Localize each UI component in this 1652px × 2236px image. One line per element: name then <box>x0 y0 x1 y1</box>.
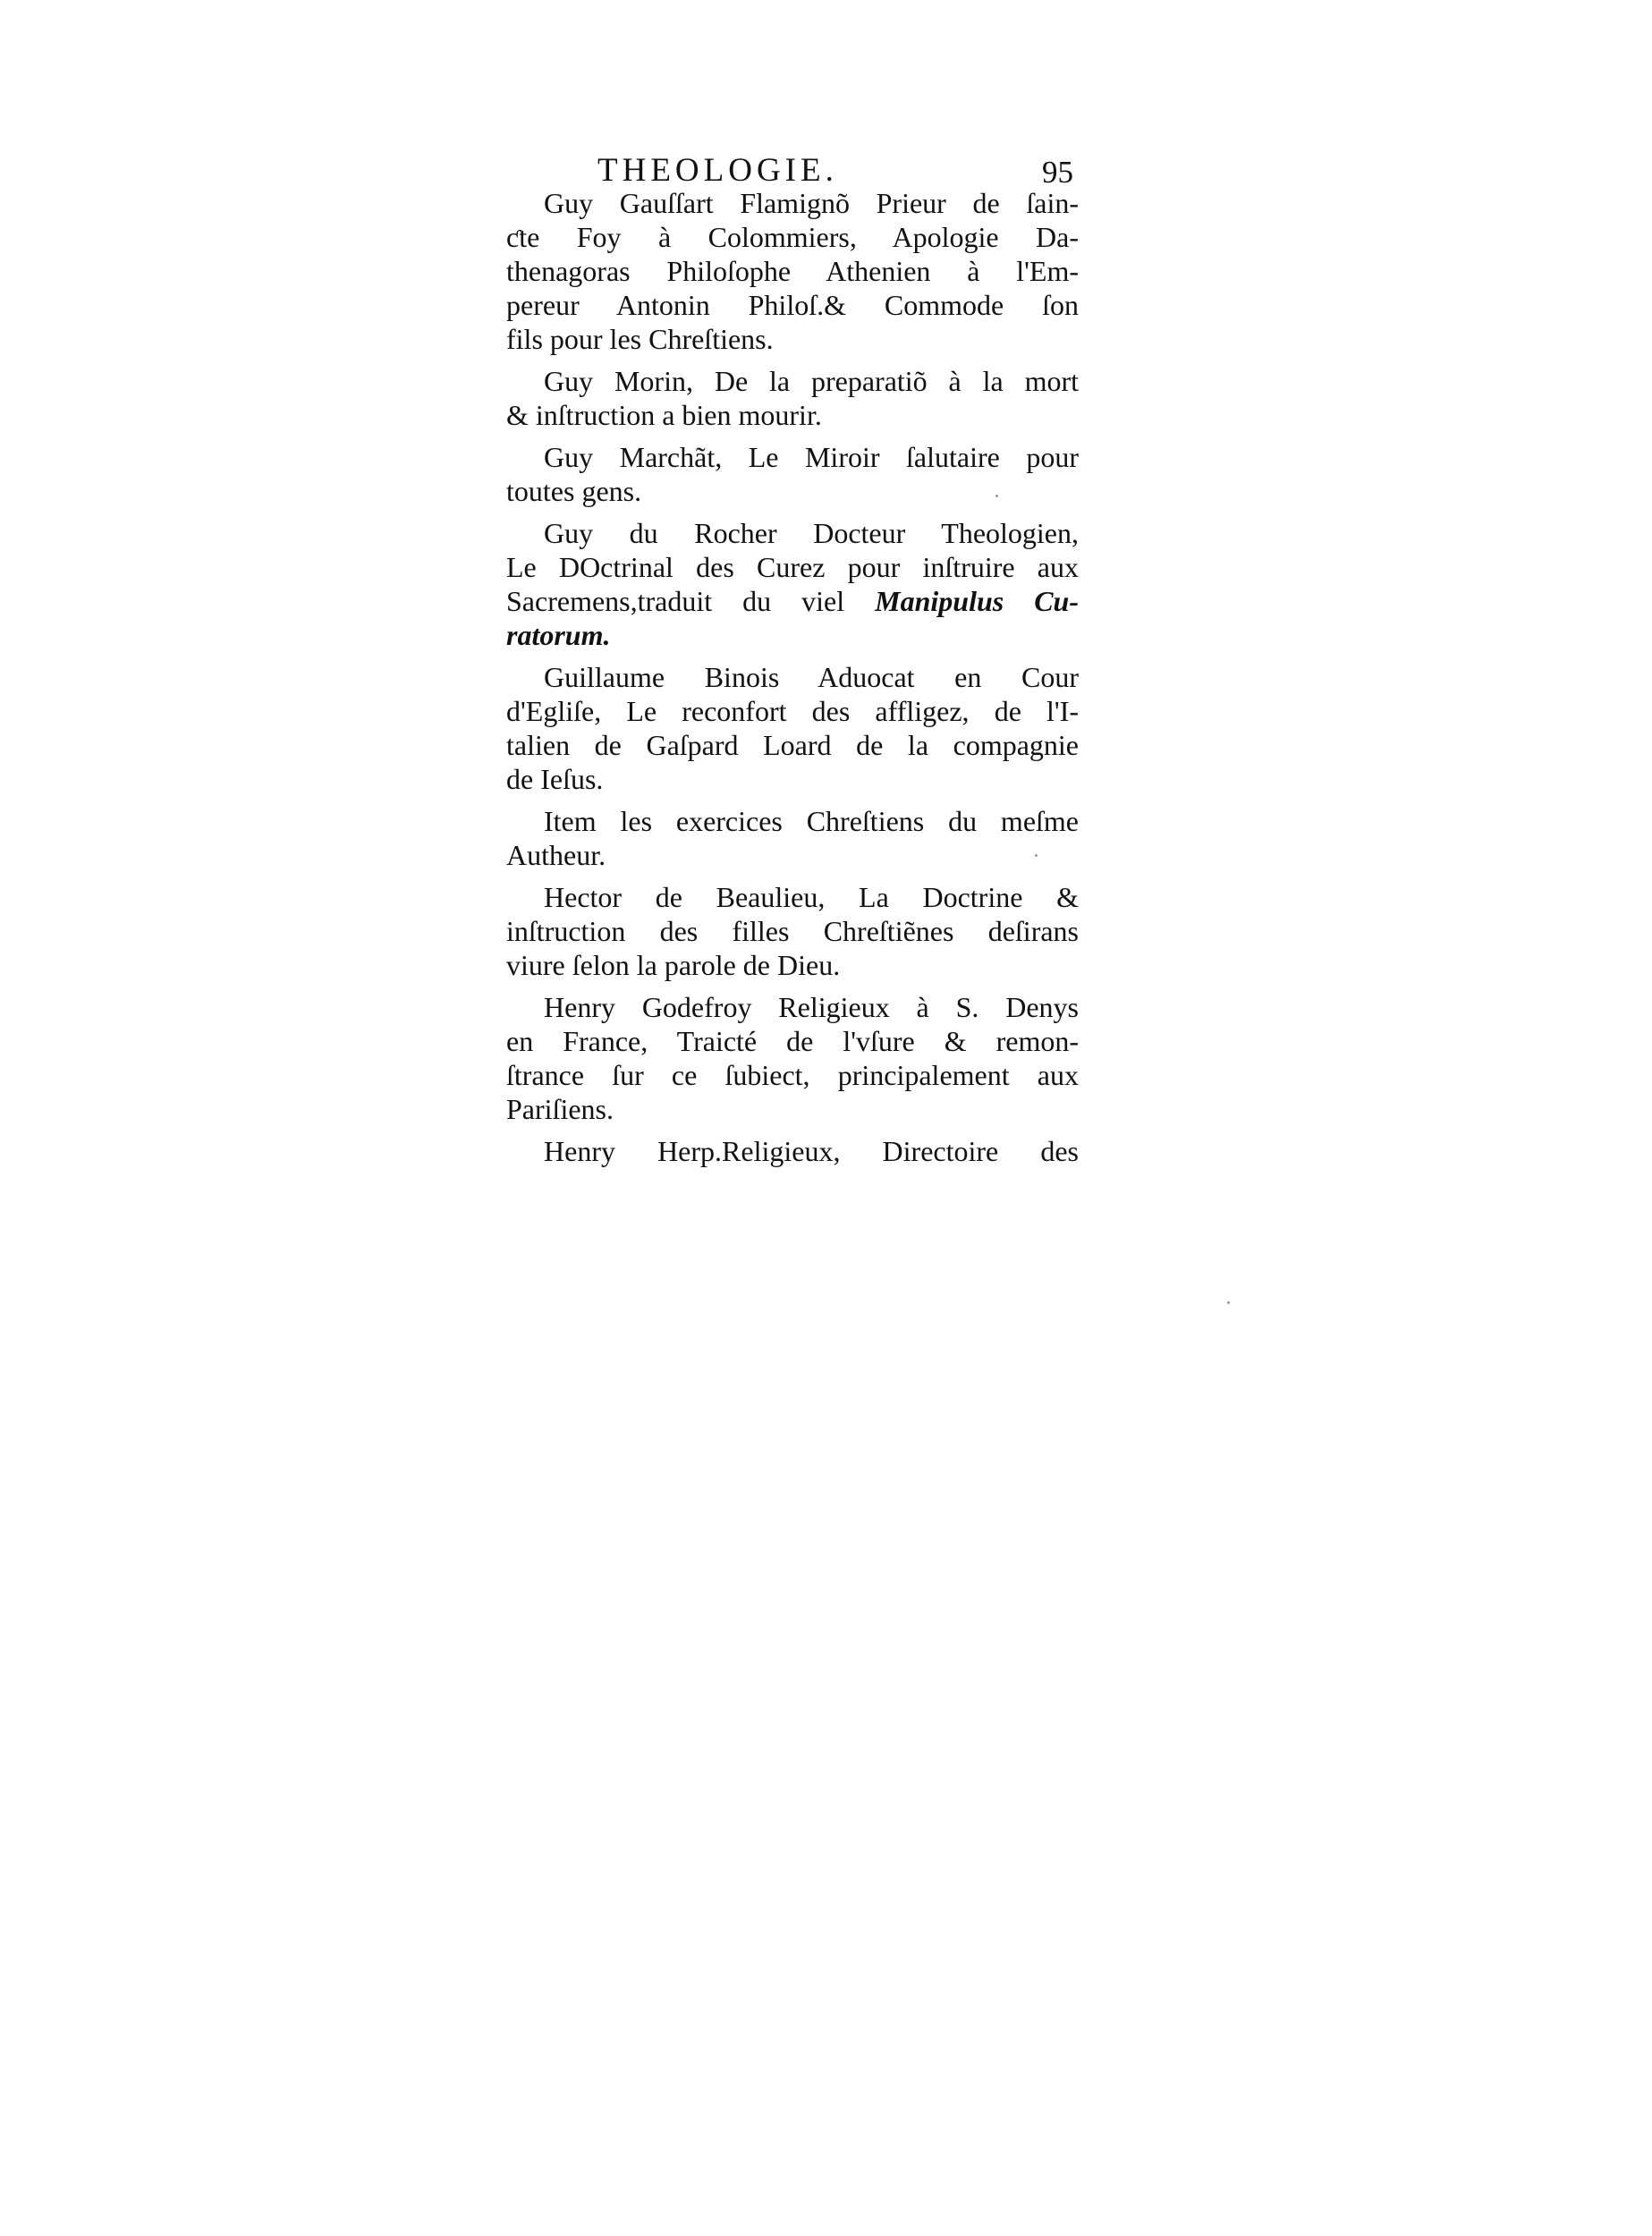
scan-speck <box>1035 854 1038 857</box>
entry-line: Autheur. <box>506 839 606 871</box>
entry-line: ratorum. <box>506 619 611 651</box>
entry-line: Henry Godefroy Religieux à S. Denys <box>544 991 1079 1023</box>
entry-line: Le DOctrinal des Curez pour inſtruire aux <box>506 551 1079 583</box>
entry-line: viure ſelon la parole de Dieu. <box>506 949 841 981</box>
entry-line: talien de Gaſpard Loard de la compagnie <box>506 729 1079 761</box>
entry-line: & inſtruction a bien mourir. <box>506 399 822 431</box>
entry-line: Pariſiens. <box>506 1093 614 1125</box>
entry-text: Sacremens,traduit du viel <box>506 585 845 617</box>
entry-line: Henry Herp.Religieux, Directoire des <box>544 1135 1079 1167</box>
entry-line: Hector de Beaulieu, La Doctrine & <box>544 881 1079 913</box>
scan-speck <box>1227 1301 1230 1304</box>
entry-line: Guy Morin, De la preparatiõ à la mort <box>544 365 1079 397</box>
entry-line: Guy Gauſſart Flamignõ Prieur de ſain- <box>544 187 1079 219</box>
entry-line: d'Egliſe, Le reconfort des affligez, de l'I- <box>506 695 1079 727</box>
page-number: 95 <box>1042 155 1073 190</box>
entry-line: toutes gens. <box>506 475 642 507</box>
entry-line: ƈte Foy à Colommiers, Apologie Da- <box>506 221 1079 253</box>
entry-line: de Ieſus. <box>506 763 604 795</box>
entry-line: pereur Antonin Philoſ.& Commode ſon <box>506 289 1079 321</box>
entry-line: fils pour les Chreſtiens. <box>506 323 774 355</box>
entry-line: ſtrance ſur ce ſubiect, principalement aux <box>506 1059 1079 1091</box>
entry-line: thenagoras Philoſophe Athenien à l'Em- <box>506 255 1079 287</box>
scan-speck <box>995 495 998 497</box>
entry-line: Item les exercices Chreſtiens du meſme <box>544 805 1079 837</box>
entry-line <box>506 584 1079 618</box>
entry-line: en France, Traicté de l'vſure & remon- <box>506 1025 1079 1057</box>
catalogue-entries <box>506 186 1079 1168</box>
latin-title-italic: Manipulus Cu- <box>875 585 1079 617</box>
entry-line: inſtruction des filles Chreſtiẽnes deſirans <box>506 915 1079 947</box>
entry-line: Guy Marchãt, Le Miroir ſalutaire pour <box>544 441 1079 473</box>
entry-line: Guy du Rocher Docteur Theologien, <box>544 517 1079 549</box>
entry-line: Guillaume Binois Aduocat en Cour <box>544 661 1079 693</box>
running-title: THEOLOGIE. <box>597 152 838 189</box>
